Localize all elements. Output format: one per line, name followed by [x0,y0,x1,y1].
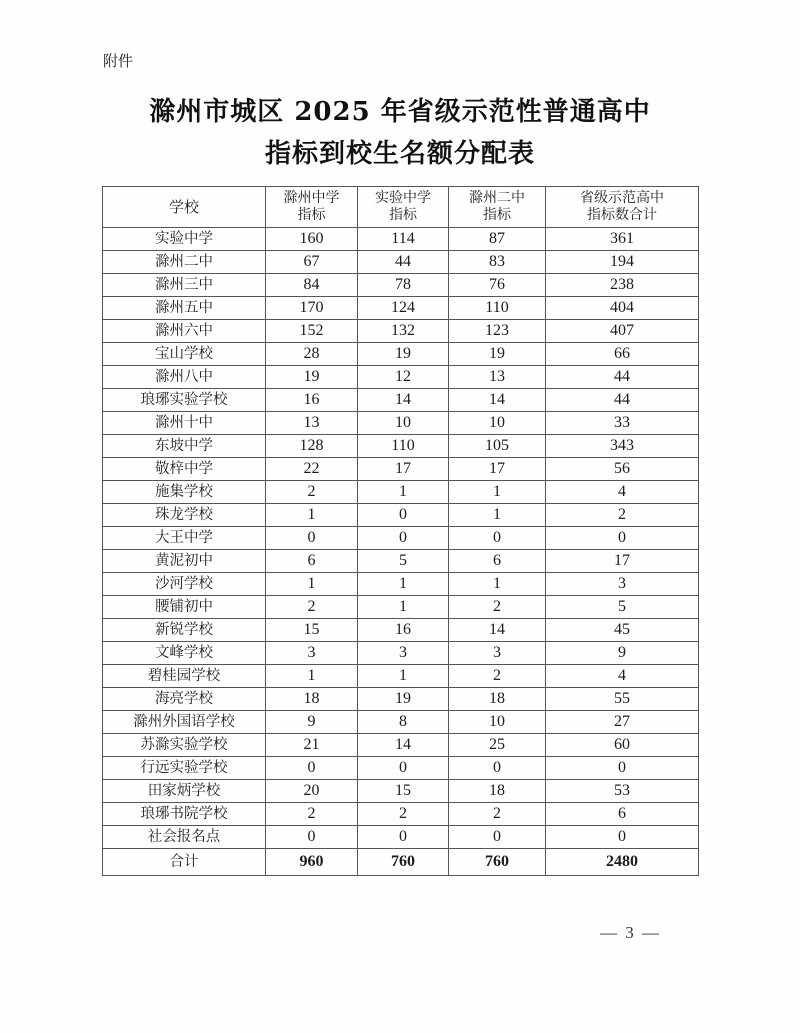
cell-school: 大王中学 [103,527,266,550]
cell-shiyan-quota: 15 [358,780,449,803]
cell-chuzhou-quota: 1 [266,665,358,688]
cell-shiyan-quota: 19 [358,343,449,366]
cell-total-quota: 0 [546,527,699,550]
header-chuzhou-quota [266,187,358,228]
table-row [103,274,699,297]
cell-erzhong-quota: 14 [449,389,546,412]
cell-erzhong-quota: 87 [449,228,546,251]
table-row [103,573,699,596]
cell-school: 黄泥初中 [103,550,266,573]
attachment-label: 附件 [103,52,134,70]
cell-chuzhou-quota: 19 [266,366,358,389]
table-total-row [103,849,699,876]
cell-erzhong-quota: 17 [449,458,546,481]
cell-erzhong-quota: 10 [449,412,546,435]
header-line1: 滁州二中 [469,190,525,206]
table-row [103,251,699,274]
cell-chuzhou-quota: 160 [266,228,358,251]
cell-total-quota: 404 [546,297,699,320]
cell-erzhong-quota: 2 [449,596,546,619]
cell-school: 宝山学校 [103,343,266,366]
cell-chuzhou-quota: 2 [266,596,358,619]
cell-school: 东坡中学 [103,435,266,458]
table-row [103,665,699,688]
cell-erzhong-quota: 123 [449,320,546,343]
cell-erzhong-quota: 6 [449,550,546,573]
table-row [103,734,699,757]
total-cell-school: 合计 [103,849,266,876]
cell-chuzhou-quota: 2 [266,481,358,504]
table-row [103,688,699,711]
cell-erzhong-quota: 76 [449,274,546,297]
cell-shiyan-quota: 124 [358,297,449,320]
cell-school: 施集学校 [103,481,266,504]
cell-erzhong-quota: 10 [449,711,546,734]
cell-shiyan-quota: 132 [358,320,449,343]
header-school-label: 学校 [168,197,199,216]
cell-erzhong-quota: 83 [449,251,546,274]
total-cell-total-quota: 2480 [546,849,699,876]
cell-total-quota: 194 [546,251,699,274]
cell-school: 滁州八中 [103,366,266,389]
cell-shiyan-quota: 1 [358,665,449,688]
cell-total-quota: 33 [546,412,699,435]
cell-shiyan-quota: 5 [358,550,449,573]
table-row [103,320,699,343]
table-header-row [103,187,699,228]
cell-chuzhou-quota: 1 [266,573,358,596]
cell-shiyan-quota: 0 [358,826,449,849]
table-row [103,389,699,412]
cell-school: 实验中学 [103,228,266,251]
cell-chuzhou-quota: 13 [266,412,358,435]
cell-total-quota: 0 [546,826,699,849]
cell-chuzhou-quota: 0 [266,527,358,550]
cell-shiyan-quota: 16 [358,619,449,642]
table-row [103,596,699,619]
cell-school: 珠龙学校 [103,504,266,527]
cell-shiyan-quota: 1 [358,573,449,596]
cell-shiyan-quota: 14 [358,734,449,757]
cell-shiyan-quota: 1 [358,481,449,504]
cell-school: 腰铺初中 [103,596,266,619]
table-row [103,228,699,251]
cell-erzhong-quota: 25 [449,734,546,757]
cell-shiyan-quota: 0 [358,527,449,550]
cell-school: 琅琊书院学校 [103,803,266,826]
cell-school: 滁州外国语学校 [103,711,266,734]
table-row [103,780,699,803]
cell-total-quota: 2 [546,504,699,527]
cell-erzhong-quota: 0 [449,527,546,550]
cell-shiyan-quota: 17 [358,458,449,481]
cell-chuzhou-quota: 20 [266,780,358,803]
cell-total-quota: 44 [546,389,699,412]
total-cell-erzhong-quota: 760 [449,849,546,876]
cell-school: 滁州三中 [103,274,266,297]
cell-chuzhou-quota: 15 [266,619,358,642]
table-row [103,642,699,665]
cell-school: 苏滁实验学校 [103,734,266,757]
cell-chuzhou-quota: 0 [266,826,358,849]
cell-erzhong-quota: 3 [449,642,546,665]
cell-shiyan-quota: 0 [358,757,449,780]
header-line2: 指标 [483,207,511,223]
cell-shiyan-quota: 14 [358,389,449,412]
cell-chuzhou-quota: 2 [266,803,358,826]
cell-school: 田家炳学校 [103,780,266,803]
header-shiyan-quota [358,187,449,228]
table-row [103,711,699,734]
header-school [103,187,266,228]
cell-total-quota: 55 [546,688,699,711]
document-title-line1: 滁州市城区 2025 年省级示范性普通高中 [149,97,651,127]
table-row [103,435,699,458]
cell-chuzhou-quota: 170 [266,297,358,320]
cell-shiyan-quota: 12 [358,366,449,389]
cell-school: 行远实验学校 [103,757,266,780]
cell-total-quota: 343 [546,435,699,458]
cell-chuzhou-quota: 0 [266,757,358,780]
table-row [103,343,699,366]
cell-total-quota: 53 [546,780,699,803]
cell-chuzhou-quota: 1 [266,504,358,527]
cell-erzhong-quota: 1 [449,504,546,527]
cell-erzhong-quota: 1 [449,573,546,596]
cell-chuzhou-quota: 21 [266,734,358,757]
cell-school: 社会报名点 [103,826,266,849]
cell-total-quota: 5 [546,596,699,619]
cell-total-quota: 56 [546,458,699,481]
table-row [103,481,699,504]
cell-erzhong-quota: 13 [449,366,546,389]
cell-erzhong-quota: 1 [449,481,546,504]
cell-school: 海亮学校 [103,688,266,711]
cell-shiyan-quota: 8 [358,711,449,734]
cell-chuzhou-quota: 3 [266,642,358,665]
cell-chuzhou-quota: 6 [266,550,358,573]
cell-total-quota: 60 [546,734,699,757]
quota-allocation-table [102,186,699,876]
header-line1: 滁州中学 [283,190,340,206]
cell-total-quota: 27 [546,711,699,734]
table-row [103,757,699,780]
cell-school: 滁州六中 [103,320,266,343]
table-row [103,458,699,481]
header-line2: 指标 [297,207,326,223]
cell-erzhong-quota: 18 [449,780,546,803]
table-row [103,803,699,826]
cell-total-quota: 3 [546,573,699,596]
cell-erzhong-quota: 2 [449,803,546,826]
table-row [103,504,699,527]
cell-total-quota: 44 [546,366,699,389]
cell-shiyan-quota: 19 [358,688,449,711]
total-cell-chuzhou-quota: 960 [266,849,358,876]
header-erzhong-quota [449,187,546,228]
cell-total-quota: 6 [546,803,699,826]
cell-shiyan-quota: 44 [358,251,449,274]
cell-total-quota: 238 [546,274,699,297]
cell-erzhong-quota: 18 [449,688,546,711]
cell-school: 滁州十中 [103,412,266,435]
cell-chuzhou-quota: 18 [266,688,358,711]
cell-shiyan-quota: 2 [358,803,449,826]
document-title-line2: 指标到校生名额分配表 [264,139,535,169]
cell-chuzhou-quota: 28 [266,343,358,366]
cell-erzhong-quota: 19 [449,343,546,366]
cell-shiyan-quota: 78 [358,274,449,297]
cell-school: 琅琊实验学校 [103,389,266,412]
cell-shiyan-quota: 110 [358,435,449,458]
cell-total-quota: 0 [546,757,699,780]
table-row [103,297,699,320]
table-row [103,826,699,849]
cell-chuzhou-quota: 67 [266,251,358,274]
cell-chuzhou-quota: 16 [266,389,358,412]
cell-school: 文峰学校 [103,642,266,665]
cell-total-quota: 17 [546,550,699,573]
header-line1: 实验中学 [375,190,431,206]
cell-total-quota: 66 [546,343,699,366]
cell-erzhong-quota: 0 [449,826,546,849]
page-number: — 3 — [600,923,661,942]
cell-school: 敬梓中学 [103,458,266,481]
cell-erzhong-quota: 110 [449,297,546,320]
header-line2: 指标 [389,207,417,223]
cell-school: 新锐学校 [103,619,266,642]
table-row [103,412,699,435]
cell-shiyan-quota: 3 [358,642,449,665]
cell-chuzhou-quota: 9 [266,711,358,734]
cell-total-quota: 407 [546,320,699,343]
cell-school: 碧桂园学校 [103,665,266,688]
cell-chuzhou-quota: 152 [266,320,358,343]
cell-total-quota: 361 [546,228,699,251]
table-row [103,550,699,573]
cell-erzhong-quota: 0 [449,757,546,780]
header-line2: 指标数合计 [587,207,657,223]
cell-total-quota: 9 [546,642,699,665]
cell-erzhong-quota: 2 [449,665,546,688]
table-row [103,619,699,642]
cell-total-quota: 45 [546,619,699,642]
header-line1: 省级示范高中 [580,190,664,206]
cell-school: 沙河学校 [103,573,266,596]
header-total-quota [546,187,699,228]
table-body [103,228,699,876]
cell-shiyan-quota: 1 [358,596,449,619]
cell-shiyan-quota: 10 [358,412,449,435]
cell-erzhong-quota: 105 [449,435,546,458]
cell-school: 滁州二中 [103,251,266,274]
cell-chuzhou-quota: 128 [266,435,358,458]
cell-shiyan-quota: 0 [358,504,449,527]
table-row [103,366,699,389]
cell-chuzhou-quota: 84 [266,274,358,297]
cell-school: 滁州五中 [103,297,266,320]
total-cell-shiyan-quota: 760 [358,849,449,876]
table-row [103,527,699,550]
cell-total-quota: 4 [546,481,699,504]
cell-erzhong-quota: 14 [449,619,546,642]
cell-total-quota: 4 [546,665,699,688]
cell-chuzhou-quota: 22 [266,458,358,481]
cell-shiyan-quota: 114 [358,228,449,251]
